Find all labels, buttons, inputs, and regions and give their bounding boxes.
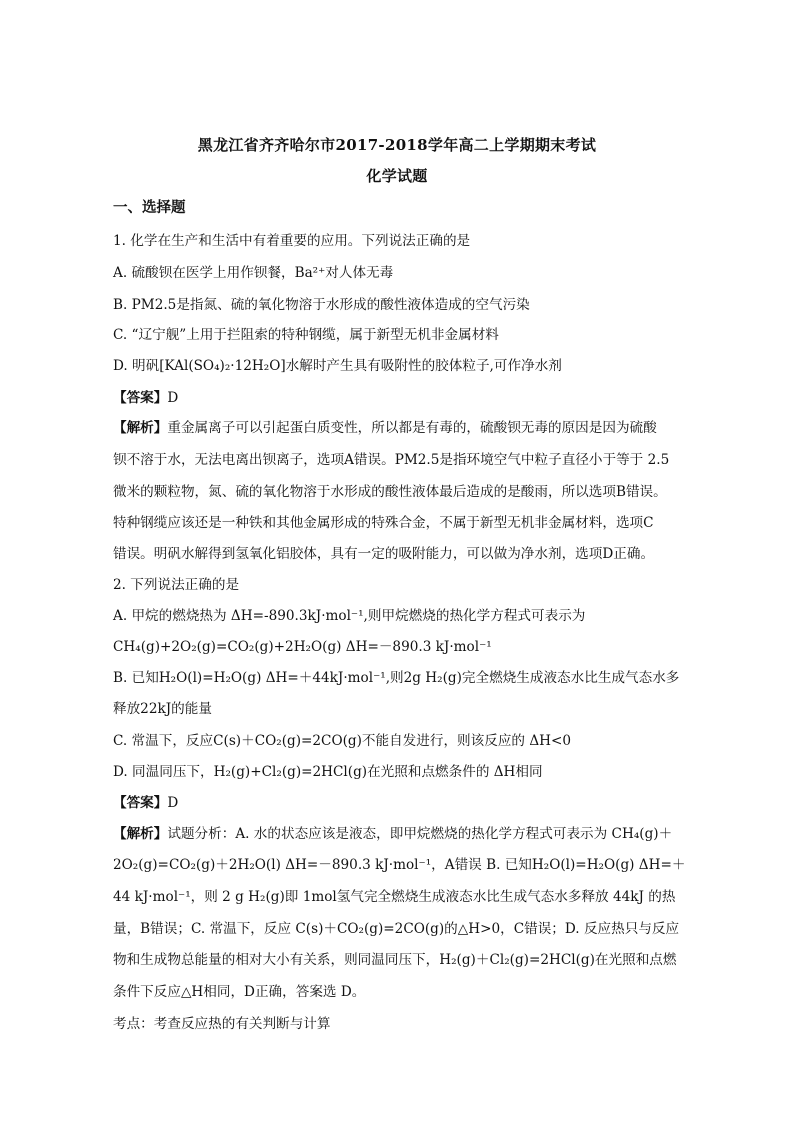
question-1-analysis-line bbox=[113, 416, 683, 436]
question-2-analysis-line: 物和生成物总能量的相对大小有关系，则同温同压下，H₂(g)＋Cl₂(g)=2HCl(g)在光照和点燃 bbox=[113, 952, 677, 968]
question-2-analysis-line: 44 kJ·mol⁻¹，则 2 g H₂(g)即 1mol氢气完全燃烧生成液态水比生成气态水多释放 44kJ 的热 bbox=[113, 889, 676, 905]
question-2-analysis-line bbox=[113, 822, 683, 842]
answer-value: D bbox=[167, 390, 179, 406]
answer-value: D bbox=[167, 795, 179, 811]
analysis-text: 试题分析：A. 水的状态应该是液态，即甲烷燃烧的热化学方程式可表示为 CH₄(g)＋ bbox=[167, 826, 673, 842]
question-1-analysis-line: 钡不溶于水，无法电离出钡离子，选项A错误。PM2.5是指环境空气中粒子直径小于等于 2.5 bbox=[113, 452, 670, 468]
analysis-text: 重金属离子可以引起蛋白质变性，所以都是有毒的，硫酸钡无毒的原因是因为硫酸 bbox=[167, 420, 657, 436]
document-title: 黑龙江省齐齐哈尔市2017-2018学年高二上学期期末考试 bbox=[197, 136, 597, 154]
question-2-answer bbox=[113, 791, 683, 811]
question-2-option-b-cont: 释放22kJ的能量 bbox=[113, 701, 212, 717]
question-1-option-d: D. 明矾[KAl(SO₄)₂·12H₂O]水解时产生具有吸附性的胶体粒子,可作净水剂 bbox=[113, 358, 562, 374]
question-2-key-point: 考点：考查反应热的有关判断与计算 bbox=[113, 1016, 331, 1032]
question-1-option-b: B. PM2.5是指氮、硫的氧化物溶于水形成的酸性液体造成的空气污染 bbox=[113, 297, 530, 313]
question-1-answer bbox=[113, 386, 683, 406]
question-1-analysis-line: 错误。明矾水解得到氢氧化铝胶体，具有一定的吸附能力，可以做为净水剂，选项D正确。 bbox=[113, 546, 655, 562]
answer-label: 【答案】 bbox=[113, 795, 168, 811]
question-1-option-a: A. 硫酸钡在医学上用作钡餐，Ba²⁺对人体无毒 bbox=[113, 265, 394, 281]
question-2-analysis-line: 2O₂(g)=CO₂(g)＋2H₂O(l) ΔH=－890.3 kJ·mol⁻¹，A错误 B. 已知H₂O(l)=H₂O(g) ΔH=＋ bbox=[113, 857, 686, 873]
analysis-label: 【解析】 bbox=[113, 420, 168, 436]
question-2-option-a: A. 甲烷的燃烧热为 ΔH=-890.3kJ·mol⁻¹,则甲烷燃烧的热化学方程式可表示为 bbox=[113, 608, 586, 624]
question-2-option-a-equation: CH₄(g)+2O₂(g)=CO₂(g)+2H₂O(g) ΔH=－890.3 kJ·mol⁻¹ bbox=[113, 639, 492, 655]
answer-label: 【答案】 bbox=[113, 390, 168, 406]
section-heading: 一、选择题 bbox=[113, 199, 186, 216]
question-2-stem: 2. 下列说法正确的是 bbox=[113, 577, 240, 593]
question-1-analysis-line: 微米的颗粒物，氮、硫的氧化物溶于水形成的酸性液体最后造成的是酸雨，所以选项B错误。 bbox=[113, 484, 667, 500]
question-1-option-c: C. “辽宁舰”上用于拦阻索的特种钢缆，属于新型无机非金属材料 bbox=[113, 327, 499, 343]
question-1-analysis-line: 特种钢缆应该还是一种铁和其他金属形成的特殊合金，不属于新型无机非金属材料，选项C bbox=[113, 515, 654, 531]
question-1-stem: 1. 化学在生产和生活中有着重要的应用。下列说法正确的是 bbox=[113, 233, 471, 249]
question-2-option-b: B. 已知H₂O(l)=H₂O(g) ΔH=＋44kJ·mol⁻¹,则2g H₂(g)完全燃烧生成液态水比生成气态水多 bbox=[113, 670, 680, 686]
analysis-label: 【解析】 bbox=[113, 826, 168, 842]
question-2-option-c: C. 常温下，反应C(s)＋CO₂(g)=2CO(g)不能自发进行，则该反应的 ΔH<0 bbox=[113, 733, 572, 749]
question-2-option-d: D. 同温同压下，H₂(g)+Cl₂(g)=2HCl(g)在光照和点燃条件的 ΔH相同 bbox=[113, 764, 543, 780]
document-subtitle: 化学试题 bbox=[366, 167, 428, 185]
question-2-analysis-line: 量，B错误；C. 常温下，反应 C(s)＋CO₂(g)=2CO(g)的△H>0，C错误；D. 反应热只与反应 bbox=[113, 921, 680, 937]
question-2-analysis-line: 条件下反应△H相同，D正确，答案选 D。 bbox=[113, 984, 366, 1000]
